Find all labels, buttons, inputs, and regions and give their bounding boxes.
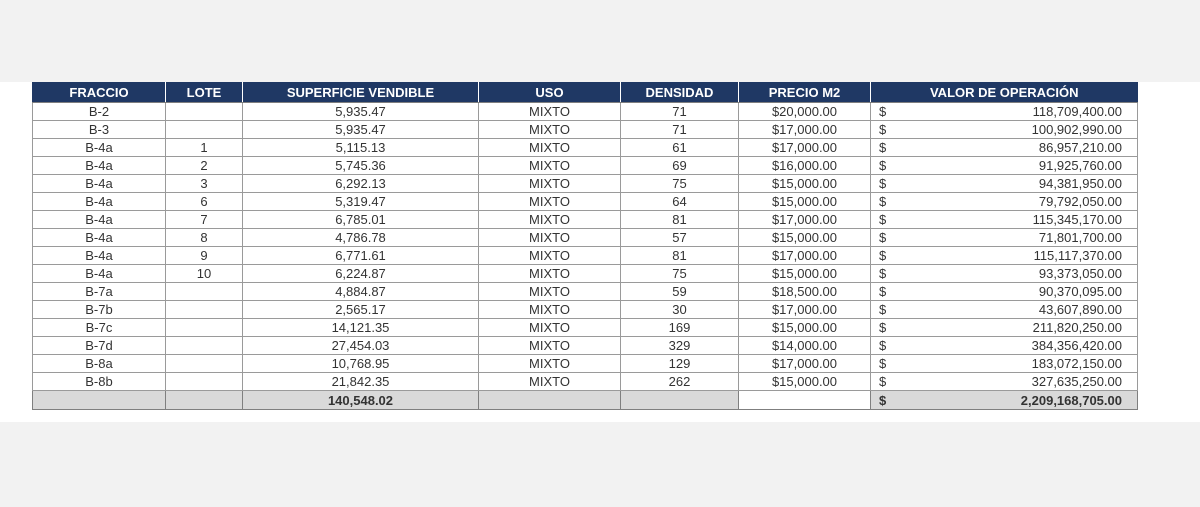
header-valor: VALOR DE OPERACIÓN	[871, 82, 1138, 103]
cell-superficie: 5,319.47	[243, 193, 479, 211]
cell-precio: $17,000.00	[739, 139, 871, 157]
cell-valor	[871, 175, 1138, 193]
cell-precio: $15,000.00	[739, 265, 871, 283]
cell-lote	[166, 103, 243, 121]
cell-superficie: 27,454.03	[243, 337, 479, 355]
cell-uso: MIXTO	[479, 247, 621, 265]
total-cell-densidad	[621, 391, 739, 410]
header-row	[33, 82, 1138, 103]
total-cell-lote	[166, 391, 243, 410]
cell-uso: MIXTO	[479, 211, 621, 229]
currency-symbol: $	[879, 338, 887, 353]
currency-symbol: $	[879, 104, 887, 119]
cell-fraccion: B-4a	[33, 247, 166, 265]
cell-precio: $20,000.00	[739, 103, 871, 121]
cell-densidad: 59	[621, 283, 739, 301]
totals-row	[33, 391, 1138, 410]
header-superficie: SUPERFICIE VENDIBLE	[243, 82, 479, 103]
currency-symbol: $	[879, 374, 887, 389]
cell-densidad: 262	[621, 373, 739, 391]
cell-precio: $17,000.00	[739, 355, 871, 373]
cell-uso: MIXTO	[479, 139, 621, 157]
cell-uso: MIXTO	[479, 229, 621, 247]
cell-precio: $14,000.00	[739, 337, 871, 355]
total-currency-symbol: $	[879, 392, 887, 408]
cell-uso: MIXTO	[479, 355, 621, 373]
total-cell-precio	[739, 391, 871, 410]
currency-symbol: $	[879, 122, 887, 137]
total-cell-uso	[479, 391, 621, 410]
cell-fraccion: B-4a	[33, 139, 166, 157]
cell-densidad: 64	[621, 193, 739, 211]
cell-superficie: 6,785.01	[243, 211, 479, 229]
table-row	[33, 211, 1138, 229]
cell-densidad: 75	[621, 175, 739, 193]
cell-valor	[871, 265, 1138, 283]
table-row	[33, 283, 1138, 301]
valor-amount: 90,370,095.00	[1038, 284, 1122, 299]
table-row	[33, 319, 1138, 337]
cell-lote: 10	[166, 265, 243, 283]
cell-lote: 9	[166, 247, 243, 265]
lots-table	[32, 82, 1138, 410]
cell-precio: $15,000.00	[739, 175, 871, 193]
cell-fraccion: B-7d	[33, 337, 166, 355]
currency-symbol: $	[879, 158, 887, 173]
cell-lote: 7	[166, 211, 243, 229]
cell-lote: 3	[166, 175, 243, 193]
table-row	[33, 175, 1138, 193]
cell-lote: 6	[166, 193, 243, 211]
cell-densidad: 69	[621, 157, 739, 175]
currency-symbol: $	[879, 284, 887, 299]
cell-densidad: 129	[621, 355, 739, 373]
cell-valor	[871, 319, 1138, 337]
cell-uso: MIXTO	[479, 193, 621, 211]
currency-symbol: $	[879, 266, 887, 281]
cell-precio: $15,000.00	[739, 193, 871, 211]
valor-amount: 94,381,950.00	[1038, 176, 1122, 191]
header-densidad: DENSIDAD	[621, 82, 739, 103]
currency-symbol: $	[879, 320, 887, 335]
cell-uso: MIXTO	[479, 283, 621, 301]
cell-densidad: 71	[621, 103, 739, 121]
cell-precio: $17,000.00	[739, 301, 871, 319]
cell-fraccion: B-4a	[33, 193, 166, 211]
valor-amount: 93,373,050.00	[1038, 266, 1122, 281]
table-row	[33, 355, 1138, 373]
cell-fraccion: B-4a	[33, 229, 166, 247]
cell-superficie: 21,842.35	[243, 373, 479, 391]
cell-uso: MIXTO	[479, 337, 621, 355]
cell-lote	[166, 283, 243, 301]
valor-amount: 115,117,370.00	[1033, 248, 1122, 263]
table-row	[33, 103, 1138, 121]
cell-superficie: 4,884.87	[243, 283, 479, 301]
header-fraccion: FRACCIO	[33, 82, 166, 103]
cell-fraccion: B-4a	[33, 265, 166, 283]
cell-fraccion: B-3	[33, 121, 166, 139]
cell-densidad: 30	[621, 301, 739, 319]
total-cell-fraccion	[33, 391, 166, 410]
valor-amount: 183,072,150.00	[1031, 356, 1122, 371]
cell-superficie: 5,745.36	[243, 157, 479, 175]
cell-uso: MIXTO	[479, 103, 621, 121]
cell-valor	[871, 211, 1138, 229]
table-row	[33, 229, 1138, 247]
cell-densidad: 81	[621, 247, 739, 265]
table-row	[33, 157, 1138, 175]
table-row	[33, 121, 1138, 139]
table-row	[33, 265, 1138, 283]
cell-fraccion: B-4a	[33, 211, 166, 229]
cell-lote	[166, 301, 243, 319]
cell-uso: MIXTO	[479, 175, 621, 193]
valor-amount: 43,607,890.00	[1038, 302, 1122, 317]
cell-valor	[871, 283, 1138, 301]
cell-superficie: 5,935.47	[243, 121, 479, 139]
cell-uso: MIXTO	[479, 121, 621, 139]
cell-densidad: 57	[621, 229, 739, 247]
currency-symbol: $	[879, 230, 887, 245]
currency-symbol: $	[879, 302, 887, 317]
cell-superficie: 14,121.35	[243, 319, 479, 337]
currency-symbol: $	[879, 140, 887, 155]
cell-fraccion: B-7c	[33, 319, 166, 337]
valor-amount: 100,902,990.00	[1031, 122, 1122, 137]
cell-valor	[871, 139, 1138, 157]
valor-amount: 118,709,400.00	[1032, 104, 1122, 119]
cell-superficie: 2,565.17	[243, 301, 479, 319]
cell-uso: MIXTO	[479, 319, 621, 337]
header-uso: USO	[479, 82, 621, 103]
cell-lote	[166, 373, 243, 391]
header-precio: PRECIO M2	[739, 82, 871, 103]
table-row	[33, 301, 1138, 319]
currency-symbol: $	[879, 176, 887, 191]
table-row	[33, 247, 1138, 265]
table-row	[33, 193, 1138, 211]
cell-precio: $17,000.00	[739, 247, 871, 265]
cell-fraccion: B-8b	[33, 373, 166, 391]
cell-superficie: 10,768.95	[243, 355, 479, 373]
cell-superficie: 5,115.13	[243, 139, 479, 157]
cell-valor	[871, 229, 1138, 247]
total-valor-cell	[871, 391, 1138, 410]
cell-fraccion: B-2	[33, 103, 166, 121]
table-body	[33, 103, 1138, 391]
valor-amount: 384,356,420.00	[1031, 338, 1122, 353]
cell-valor	[871, 247, 1138, 265]
valor-amount: 79,792,050.00	[1038, 194, 1122, 209]
cell-precio: $17,000.00	[739, 121, 871, 139]
cell-fraccion: B-8a	[33, 355, 166, 373]
cell-valor	[871, 121, 1138, 139]
total-superficie: 140,548.02	[243, 391, 479, 410]
cell-valor	[871, 301, 1138, 319]
cell-valor	[871, 337, 1138, 355]
cell-densidad: 81	[621, 211, 739, 229]
currency-symbol: $	[879, 248, 887, 263]
cell-uso: MIXTO	[479, 373, 621, 391]
header-lote: LOTE	[166, 82, 243, 103]
valor-amount: 211,820,250.00	[1032, 320, 1122, 335]
cell-lote	[166, 337, 243, 355]
cell-valor	[871, 355, 1138, 373]
cell-precio: $18,500.00	[739, 283, 871, 301]
cell-precio: $17,000.00	[739, 211, 871, 229]
table-row	[33, 139, 1138, 157]
cell-lote: 8	[166, 229, 243, 247]
cell-fraccion: B-7b	[33, 301, 166, 319]
cell-lote	[166, 319, 243, 337]
cell-superficie: 6,771.61	[243, 247, 479, 265]
cell-uso: MIXTO	[479, 265, 621, 283]
valor-amount: 71,801,700.00	[1038, 230, 1122, 245]
valor-amount: 86,957,210.00	[1038, 140, 1122, 155]
cell-valor	[871, 373, 1138, 391]
cell-uso: MIXTO	[479, 157, 621, 175]
currency-symbol: $	[879, 212, 887, 227]
cell-lote: 2	[166, 157, 243, 175]
cell-densidad: 329	[621, 337, 739, 355]
table-row	[33, 373, 1138, 391]
cell-valor	[871, 193, 1138, 211]
cell-precio: $15,000.00	[739, 373, 871, 391]
cell-densidad: 169	[621, 319, 739, 337]
total-valor: 2,209,168,705.00	[1020, 392, 1122, 408]
cell-densidad: 71	[621, 121, 739, 139]
currency-symbol: $	[879, 194, 887, 209]
valor-amount: 91,925,760.00	[1038, 158, 1122, 173]
cell-precio: $15,000.00	[739, 229, 871, 247]
currency-symbol: $	[879, 356, 887, 371]
spreadsheet-area	[0, 82, 1200, 422]
cell-valor	[871, 157, 1138, 175]
cell-superficie: 6,224.87	[243, 265, 479, 283]
cell-lote: 1	[166, 139, 243, 157]
cell-precio: $15,000.00	[739, 319, 871, 337]
cell-densidad: 61	[621, 139, 739, 157]
cell-fraccion: B-4a	[33, 175, 166, 193]
cell-precio: $16,000.00	[739, 157, 871, 175]
cell-superficie: 5,935.47	[243, 103, 479, 121]
cell-superficie: 6,292.13	[243, 175, 479, 193]
cell-uso: MIXTO	[479, 301, 621, 319]
valor-amount: 327,635,250.00	[1031, 374, 1122, 389]
cell-superficie: 4,786.78	[243, 229, 479, 247]
valor-amount: 115,345,170.00	[1032, 212, 1122, 227]
cell-fraccion: B-4a	[33, 157, 166, 175]
cell-lote	[166, 121, 243, 139]
cell-densidad: 75	[621, 265, 739, 283]
cell-valor	[871, 103, 1138, 121]
cell-lote	[166, 355, 243, 373]
table-row	[33, 337, 1138, 355]
cell-fraccion: B-7a	[33, 283, 166, 301]
